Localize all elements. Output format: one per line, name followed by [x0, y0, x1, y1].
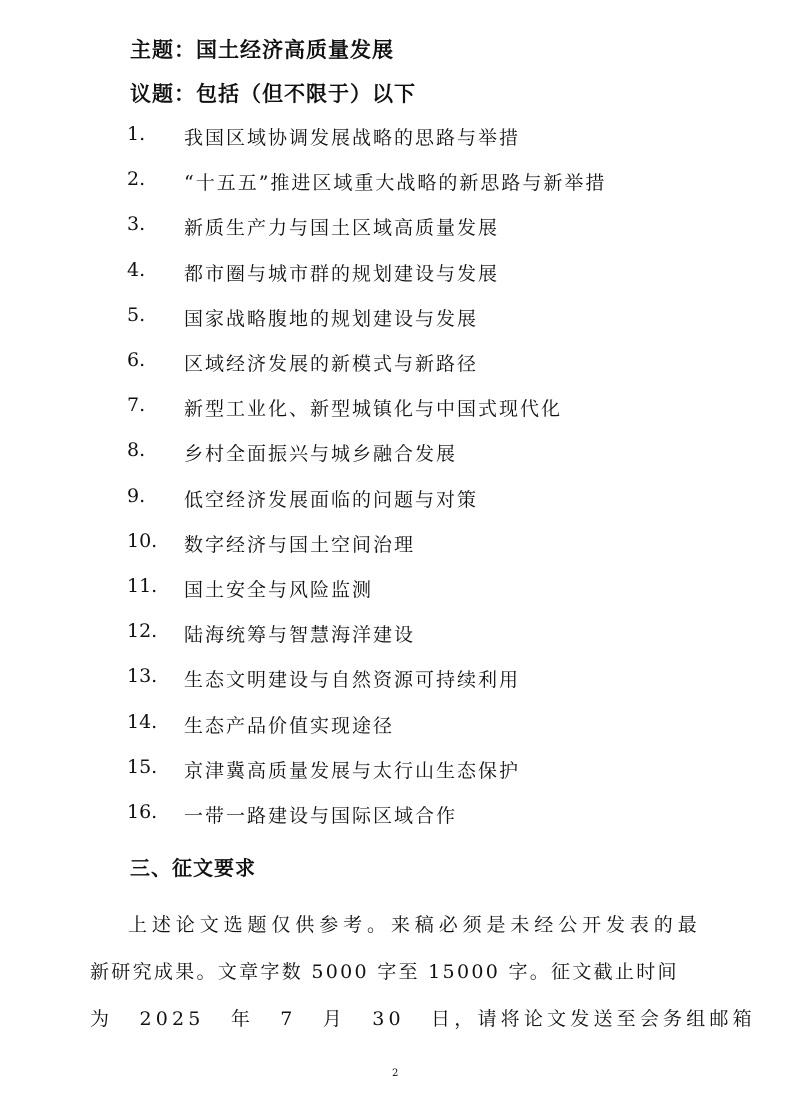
list-item-text: “十五五”推进区域重大战略的新思路与新举措 [184, 172, 607, 194]
list-item-text: 乡村全面振兴与城乡融合发展 [184, 443, 458, 465]
list-item-text: 低空经济发展面临的问题与对策 [184, 489, 479, 511]
list-item-number: 1. [127, 123, 146, 145]
list-item-text: 都市圈与城市群的规划建设与发展 [184, 263, 500, 285]
list-item-text: 我国区域协调发展战略的思路与举措 [184, 127, 521, 149]
topics-line [130, 78, 416, 108]
list-item-number: 8. [127, 439, 146, 461]
list-item-number: 6. [127, 349, 146, 371]
list-item-text: 数字经济与国土空间治理 [184, 534, 416, 556]
list-item-number: 14. [127, 711, 158, 733]
list-item-number: 9. [127, 485, 146, 507]
list-item-number: 12. [127, 620, 158, 642]
list-item-text: 区域经济发展的新模式与新路径 [184, 353, 479, 375]
list-item-number: 4. [127, 259, 146, 281]
list-item-text: 生态文明建设与自然资源可持续利用 [184, 669, 521, 691]
topics-value: 包括（但不限于）以下 [196, 82, 416, 106]
section-title: 三、征文要求 [130, 856, 256, 880]
list-item-text: 新型工业化、新型城镇化与中国式现代化 [184, 398, 563, 420]
list-item-text: 国家战略腹地的规划建设与发展 [184, 308, 479, 330]
list-item-number: 10. [127, 530, 158, 552]
list-item-number: 5. [127, 304, 146, 326]
paragraph-line-3: 为 2025 年 7 月 30 日，请将论文发送至会务组邮箱 [90, 1008, 756, 1030]
list-item-number: 3. [127, 213, 146, 235]
list-item-number: 13. [127, 665, 158, 687]
list-item-text: 国土安全与风险监测 [184, 579, 374, 601]
topics-label: 议题： [130, 82, 196, 106]
list-item-text: 陆海统筹与智慧海洋建设 [184, 624, 416, 646]
paragraph-line-1: 上述论文选题仅供参考。来稿必须是未经公开发表的最 [128, 914, 702, 936]
theme-label: 主题： [130, 38, 196, 62]
list-item-number: 11. [127, 575, 158, 597]
list-item-text: 京津冀高质量发展与太行山生态保护 [184, 760, 521, 782]
page-number: 2 [392, 1068, 399, 1079]
list-item-number: 2. [127, 168, 146, 190]
theme-value: 国土经济高质量发展 [196, 38, 394, 62]
list-item-number: 7. [127, 394, 146, 416]
list-item-number: 16. [127, 801, 158, 823]
list-item-text: 新质生产力与国土区域高质量发展 [184, 217, 500, 239]
list-item-text: 一带一路建设与国际区域合作 [184, 805, 458, 827]
list-item-text: 生态产品价值实现途径 [184, 715, 395, 737]
theme-line [130, 34, 394, 64]
paragraph-line-2: 新研究成果。文章字数 5000 字至 15000 字。征文截止时间 [90, 961, 679, 983]
list-item-number: 15. [127, 756, 158, 778]
